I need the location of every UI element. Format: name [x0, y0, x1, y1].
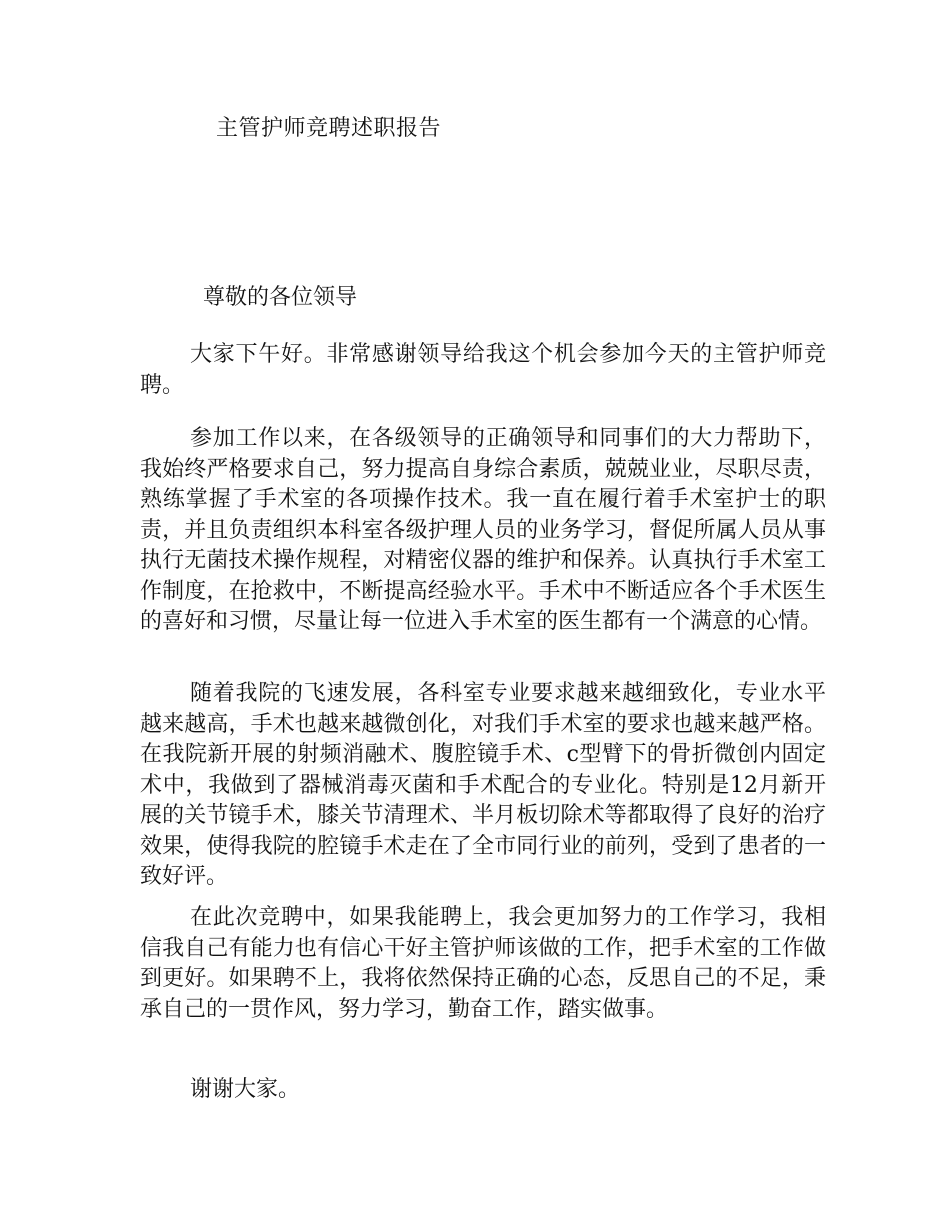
paragraph-work-experience: 参加工作以来，在各级领导的正确领导和同事们的大力帮助下，我始终严格要求自己，努力提高自身综合素质，兢兢业业，尽职尽责，熟练掌握了手术室的各项操作技术。我一直在履行着手术室护士的职责，并且负责组织本科室各级护理人员的业务学习，督促所属人员从事执行无菌技术操作规程，对精密仪器的维护和保养。认真执行手术室工作制度，在抢救中，不断提高经验水平。手术中不断适应各个手术医生的喜好和习惯，尽量让每一位进入手术室的医生都有一个满意的心情。: [140, 426, 826, 634]
salutation: 尊敬的各位领导: [203, 285, 358, 310]
document-title: 主管护师竞聘述职报告: [216, 116, 442, 141]
paragraph-thanks: 谢谢大家。: [190, 1077, 301, 1102]
paragraph-hospital-development: 随着我院的飞速发展，各科室专业要求越来越细致化，专业水平越来越高，手术也越来越微创化，对我们手术室的要求也越来越严格。在我院新开展的射频消融术、腹腔镜手术、c型臂下的骨折微创内固定术中，我做到了器械消毒灭菌和手术配合的专业化。特别是12月新开展的关节镜手术，膝关节清理术、半月板切除术等都取得了良好的治疗效果，使得我院的腔镜手术走在了全市同行业的前列，受到了患者的一致好评。: [140, 681, 826, 889]
paragraph-competition-attitude: 在此次竞聘中，如果我能聘上，我会更加努力的工作学习，我相信我自己有能力也有信心干好主管护师该做的工作，把手术室的工作做到更好。如果聘不上，我将依然保持正确的心态，反思自己的不足，秉承自己的一贯作风，努力学习，勤奋工作，踏实做事。: [140, 905, 826, 1022]
paragraph-greeting: 大家下午好。非常感谢领导给我这个机会参加今天的主管护师竞聘。: [140, 342, 826, 398]
